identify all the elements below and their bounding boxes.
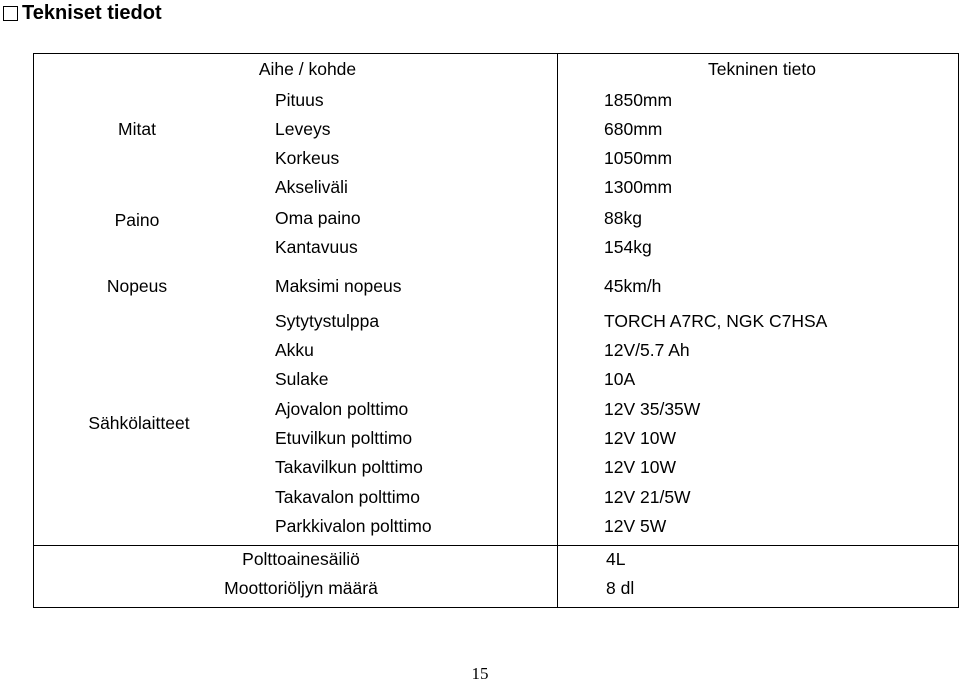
spec-item: Maksimi nopeus [275,276,402,296]
category-label: Mitat [118,119,156,139]
spec-value: 1850mm [604,90,673,110]
spec-value: 88kg [604,208,642,228]
page-number: 15 [471,664,489,683]
spec-item: Oma paino [275,208,361,228]
spec-value: 1300mm [604,177,673,197]
header-value: Tekninen tieto [708,59,816,79]
spec-item: Etuvilkun polttimo [275,428,413,448]
category-label: Paino [114,210,160,230]
spec-value: 12V 21/5W [604,487,691,507]
spec-item: Pituus [275,90,324,110]
category-label: Nopeus [106,276,168,296]
section-title: Tekniset tiedot [22,1,162,24]
spec-item: Akseliväli [275,177,348,197]
column-divider [557,53,558,608]
checkbox-icon [3,6,18,21]
spec-item: Takavilkun polttimo [275,457,423,477]
table-border-right [958,53,959,608]
spec-item: Takavalon polttimo [275,487,420,507]
table-border-top [33,53,959,54]
spec-item: Leveys [275,119,331,139]
spec-value: 8 dl [606,578,635,598]
spec-value: 12V 10W [604,428,676,448]
spec-item: Parkkivalon polttimo [275,516,432,536]
spec-item: Kantavuus [275,237,358,257]
spec-value: 10A [604,369,636,389]
row-divider [33,545,959,546]
spec-value: TORCH A7RC, NGK C7HSA [604,311,828,331]
spec-value: 45km/h [604,276,662,296]
spec-item: Sytytystulppa [275,311,380,331]
section-heading [0,0,162,26]
spec-value: 154kg [604,237,652,257]
category-label: Sähkölaitteet [88,413,190,433]
spec-value: 12V 10W [604,457,676,477]
spec-value: 1050mm [604,148,673,168]
spec-value: 4L [606,549,626,569]
header-subject: Aihe / kohde [258,59,357,79]
spec-item: Korkeus [275,148,340,168]
spec-item: Sulake [275,369,329,389]
spec-item: Akku [275,340,314,360]
table-border-bottom [33,607,959,608]
spec-item: Polttoainesäiliö [242,549,360,569]
spec-value: 12V 35/35W [604,399,701,419]
table-border-left [33,53,34,608]
spec-value: 12V 5W [604,516,667,536]
spec-item: Ajovalon polttimo [275,399,409,419]
spec-item: Moottoriöljyn määrä [224,578,378,598]
spec-value: 12V/5.7 Ah [604,340,690,360]
spec-value: 680mm [604,119,663,139]
